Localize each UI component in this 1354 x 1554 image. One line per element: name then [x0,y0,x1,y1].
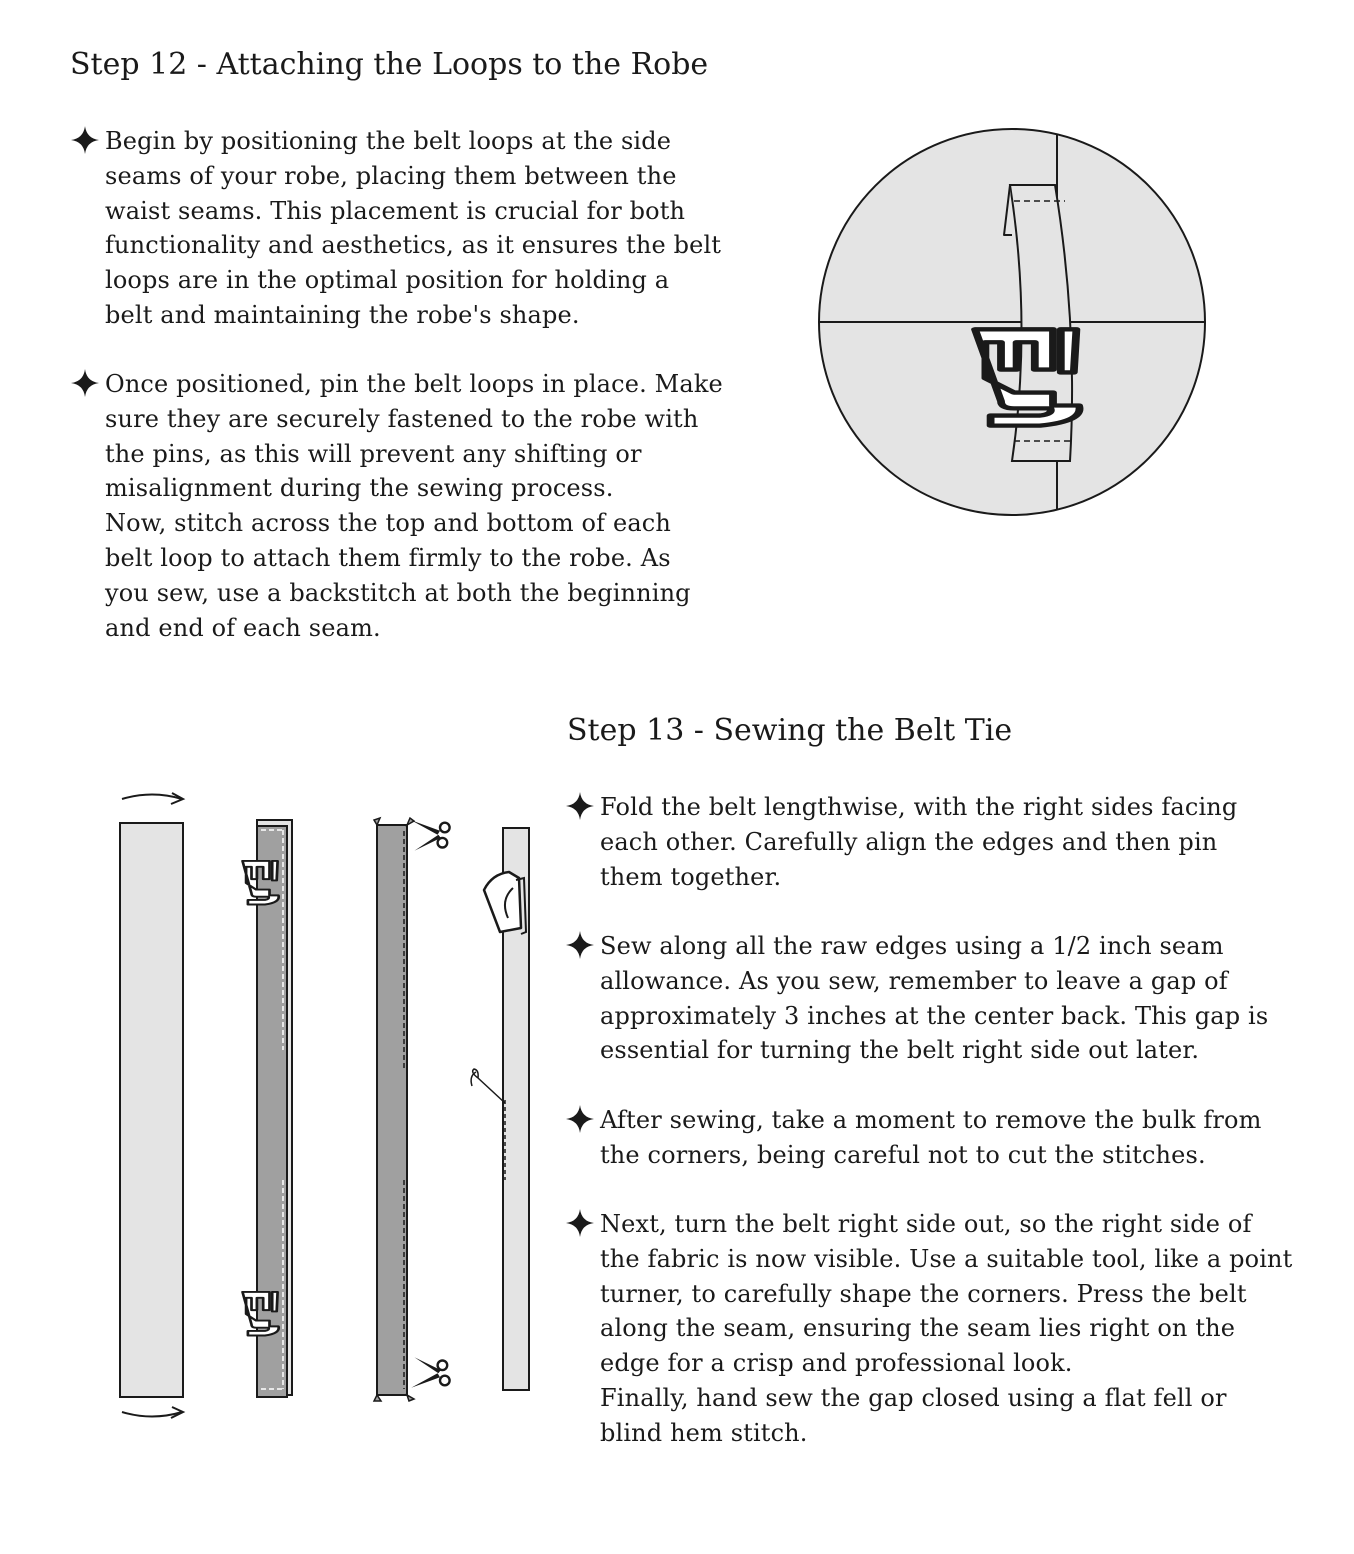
scissors-icon [411,1357,449,1387]
belt-sew-stage [243,820,293,1397]
text-line: you sew, use a backstitch at both the beginning [105,578,691,607]
text-line: loops are in the optimal position for holding a [105,266,670,295]
text-line: and end of each seam. [105,613,381,642]
belt-trim-stage [374,818,450,1401]
text-line: along the seam, ensuring the seam lies right on the [600,1314,1236,1343]
text-line: functionality and aesthetics, as it ensures the belt [105,231,722,260]
text-line: each other. Carefully align the edges and then pin [600,827,1218,856]
text-line: misalignment during the sewing process. [105,474,614,503]
scissors-icon [411,820,449,850]
text-line: the pins, as this will prevent any shifting or [105,439,642,468]
text-line: waist seams. This placement is crucial for both [105,196,686,225]
iron-icon [484,872,526,934]
text-line: Once positioned, pin the belt loops in place. Make [105,370,723,398]
step-13-bullet-1 [565,790,1325,894]
belt-fold-stage [120,793,183,1418]
step-13-bullet-2 [565,929,1325,1068]
belt-strip-icon [377,825,407,1395]
four-point-star-icon [565,1208,595,1238]
text-line: turner, to carefully shape the corners. Press the belt [600,1279,1247,1308]
step-13-bullet-1-text [565,790,1325,894]
text-line: the corners, being careful not to cut the stitches. [600,1140,1206,1169]
text-line: Finally, hand sew the gap closed using a flat fell or [600,1383,1227,1412]
text-line: After sewing, take a moment to remove the bulk from [600,1106,1262,1134]
step-13-bullet-3-text [565,1103,1325,1173]
text-line: Fold the belt lengthwise, with the right sides facing [600,793,1238,821]
step-12-bullet-2 [70,367,750,645]
step-12-bullet-1 [70,124,750,333]
text-line: Sew along all the raw edges using a 1/2 inch seam [600,932,1224,960]
step-12-bullet-1-text [70,124,750,333]
fold-arrow-icon [122,1412,182,1417]
text-line: Next, turn the belt right side out, so the right side of [600,1210,1252,1238]
text-line: Now, stitch across the top and bottom of each [105,509,671,538]
text-line: approximately 3 inches at the center back. This gap is [600,1001,1269,1030]
four-point-star-icon [565,791,595,821]
belt-press-stage [471,828,529,1390]
text-line: Begin by positioning the belt loops at the side [105,127,672,155]
step-12-bullet-2-text [70,367,750,645]
four-point-star-icon [70,125,100,155]
four-point-star-icon [70,368,100,398]
text-line: seams of your robe, placing them between the [105,161,677,190]
text-line: the fabric is now visible. Use a suitable tool, like a point [600,1244,1293,1273]
text-line: belt and maintaining the robe's shape. [105,300,580,329]
four-point-star-icon [565,1104,595,1134]
text-line: blind hem stitch. [600,1418,808,1447]
text-line: belt loop to attach them firmly to the robe. As [105,543,671,572]
text-line: sure they are securely fastened to the robe with [105,404,699,433]
step-12-title: Step 12 - Attaching the Loops to the Robe [70,47,709,82]
text-line: them together. [600,862,782,891]
step-13-bullet-4-text [565,1207,1325,1451]
belt-strip-icon [120,823,183,1397]
four-point-star-icon [565,930,595,960]
fold-arrow-icon [122,795,182,800]
text-line: allowance. As you sew, remember to leave a gap of [600,966,1228,995]
step-13-bullet-4 [565,1207,1325,1451]
step-13-bullet-3 [565,1103,1325,1173]
text-line: essential for turning the belt right side out later. [600,1036,1200,1065]
hand-needle-icon [471,1069,505,1103]
text-line: edge for a crisp and professional look. [600,1349,1073,1378]
step-13-title: Step 13 - Sewing the Belt Tie [567,713,1013,748]
step-13-illustration [100,780,550,1430]
step-12-illustration [810,125,1220,525]
step-13-bullet-2-text [565,929,1325,1068]
